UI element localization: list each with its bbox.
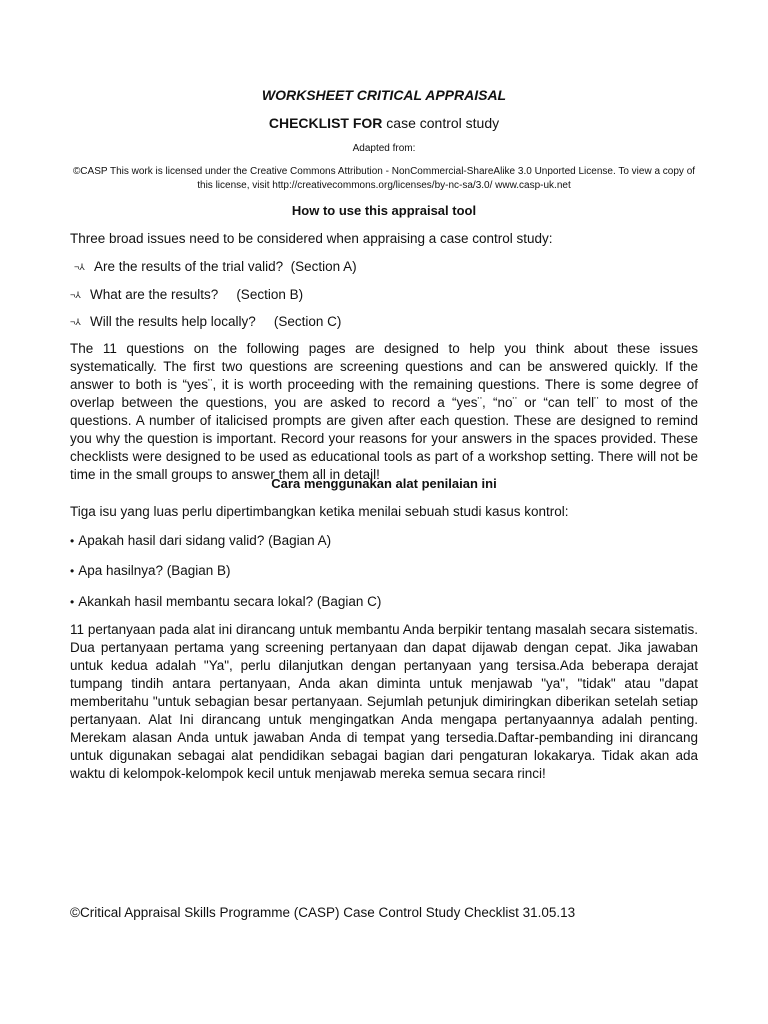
heading-how-to-use: How to use this appraisal tool xyxy=(291,203,477,218)
bullet-dot-icon: • xyxy=(70,564,75,578)
intro-indonesian: Tiga isu yang luas perlu dipertimbangkan ketika menilai sebuah studi kasus kontrol: xyxy=(70,504,569,519)
question-item xyxy=(70,313,341,331)
bullet-dot-icon: • xyxy=(70,534,75,548)
bullet-item xyxy=(70,593,381,611)
question-section: (Section A) xyxy=(290,259,357,274)
license-notice: ©CASP This work is licensed under the Creative Commons Attribution - NonCommercial-ShareAlike 3.0 Unported License. To view a copy of this license, visit http://creativecommons.org/licenses/by-nc-sa/3.0/ www.casp-uk.net xyxy=(72,166,696,191)
bullet-glyph-icon: ¬⅄ xyxy=(74,262,85,272)
bullet-glyph-icon: ¬⅄ xyxy=(70,317,81,327)
question-item xyxy=(70,286,303,304)
paragraph-english: The 11 questions on the following pages are designed to help you think about these issues systematically. The first two questions are screening questions and can be answered quickly. If the answer to both is “yes¨, it is worth proceeding with the remaining questions. There is some degree of overlap between the questions, you are asked to record a “yes¨, “no¨ or “can tell¨ to most of the questions. A number of italicised prompts are given after each question. These are designed to remind you why the question is important. Record your reasons for your answers in the spaces provided. These checklists were designed to be used as educational tools as part of a workshop setting. There will not be time in the small groups to answer them all in detail! xyxy=(70,341,698,482)
question-text: Will the results help locally? xyxy=(90,314,256,329)
bullet-text: Apakah hasil dari sidang valid? (Bagian A) xyxy=(78,533,332,548)
heading-cara-menggunakan: Cara menggunakan alat penilaian ini xyxy=(271,476,497,491)
footer-copyright: ©Critical Appraisal Skills Programme (CASP) Case Control Study Checklist 31.05.13 xyxy=(70,905,576,920)
bullet-item xyxy=(70,532,331,550)
question-text: Are the results of the trial valid? xyxy=(94,259,284,274)
document-subtitle xyxy=(70,115,698,131)
bullet-dot-icon: • xyxy=(70,595,75,609)
document-title: WORKSHEET CRITICAL APPRAISAL xyxy=(261,87,507,103)
paragraph-indonesian: 11 pertanyaan pada alat ini dirancang untuk membantu Anda berpikir tentang masalah secara sistematis. Dua pertanyaan pertama yang screening pertanyaan dan dapat dijawab dengan cepat. Jika jawaban untuk kedua adalah "Ya", perlu dilanjutkan dengan pertanyaan yang tersisa.Ada beberapa derajat tumpang tindih antara pertanyaan, Anda akan diminta untuk menjawab "ya", "tidak" atau "dapat memberitahu "untuk sebagian besar pertanyaan. Sejumlah petunjuk dimiringkan diberikan setelah setiap pertanyaan. Alat Ini dirancang untuk mengingatkan Anda mengapa pertanyaannya adalah penting. Merekam alasan Anda untuk jawaban Anda di tempat yang tersedia.Daftar-pembanding ini dirancang untuk digunakan sebagai alat pendidikan sebagai bagian dari pengaturan lokakarya. Tidak akan ada waktu di kelompok-kelompok kecil untuk menjawab mereka semua secara rinci! xyxy=(70,622,698,781)
question-section: (Section B) xyxy=(236,287,304,302)
question-section: (Section C) xyxy=(273,314,342,329)
question-item xyxy=(74,258,357,276)
bullet-glyph-icon: ¬⅄ xyxy=(70,290,81,300)
subtitle-bold: CHECKLIST FOR xyxy=(268,115,383,131)
bullet-item xyxy=(70,562,231,580)
adapted-from-label: Adapted from: xyxy=(352,143,416,154)
intro-english: Three broad issues need to be considered when appraising a case control study: xyxy=(70,231,553,246)
bullet-text: Apa hasilnya? (Bagian B) xyxy=(78,563,231,578)
subtitle-rest: case control study xyxy=(382,115,500,131)
bullet-text: Akankah hasil membantu secara lokal? (Bagian C) xyxy=(78,594,382,609)
question-text: What are the results? xyxy=(90,287,219,302)
